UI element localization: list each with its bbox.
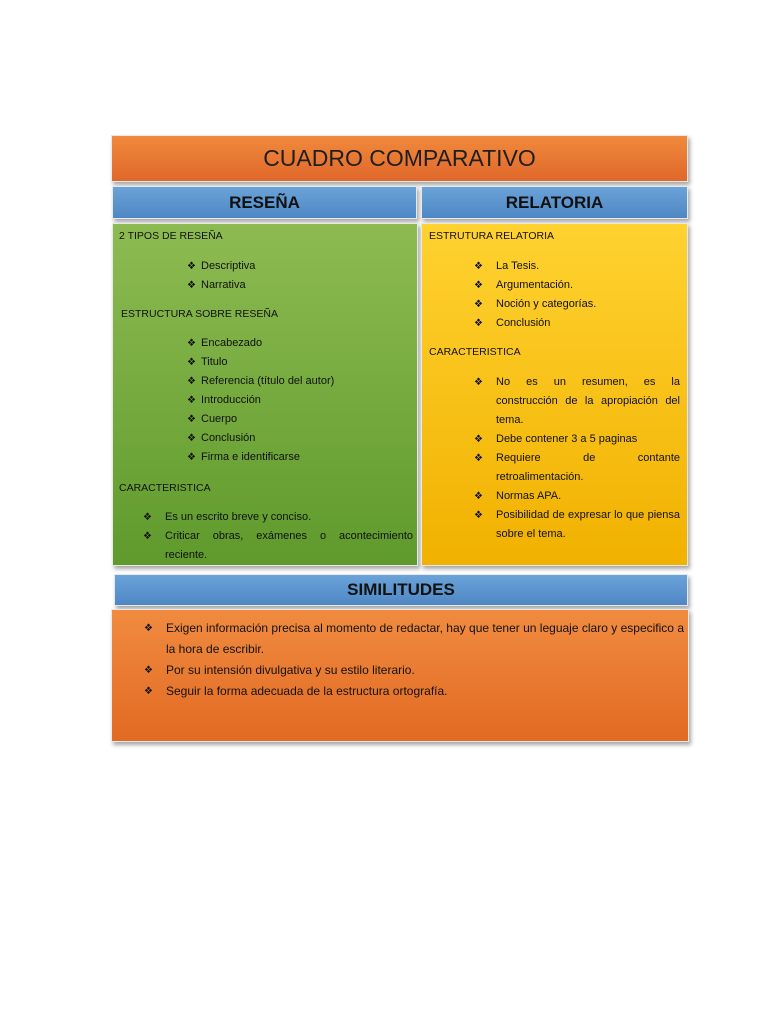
list-item: ❖ Por su intensión divulgativa y su estilo literario. bbox=[144, 660, 684, 681]
list-item: ❖ Requiere de contante retroalimentación. bbox=[474, 449, 680, 487]
diamond-bullet-icon: ❖ bbox=[187, 414, 196, 425]
diamond-bullet-icon: ❖ bbox=[187, 433, 196, 444]
list-item: ❖ Introducción bbox=[187, 391, 261, 410]
diamond-bullet-icon: ❖ bbox=[187, 338, 196, 349]
list-item: ❖ Conclusión bbox=[187, 429, 255, 448]
similitudes-header-label: SIMILITUDES bbox=[347, 580, 455, 599]
list-item: ❖ No es un resumen, es la construcción de la apropiación del tema. bbox=[474, 373, 680, 430]
diamond-bullet-icon: ❖ bbox=[474, 434, 483, 445]
relatoria-section-structure: ESTRUTURA RELATORIA bbox=[429, 230, 555, 242]
diamond-bullet-icon: ❖ bbox=[143, 512, 152, 523]
list-item: ❖ Descriptiva bbox=[187, 257, 255, 276]
list-item: ❖ Narrativa bbox=[187, 276, 246, 295]
similitudes-header bbox=[114, 574, 688, 606]
diamond-bullet-icon: ❖ bbox=[187, 357, 196, 368]
list-item: ❖ Debe contener 3 a 5 paginas bbox=[474, 430, 680, 449]
diamond-bullet-icon: ❖ bbox=[144, 686, 153, 697]
list-item: ❖ Titulo bbox=[187, 353, 228, 372]
diamond-bullet-icon: ❖ bbox=[474, 453, 483, 464]
list-item: ❖ Encabezado bbox=[187, 334, 262, 353]
diamond-bullet-icon: ❖ bbox=[143, 531, 152, 542]
list-item: ❖ Seguir la forma adecuada de la estructura ortografía. bbox=[144, 681, 684, 702]
diamond-bullet-icon: ❖ bbox=[474, 280, 483, 291]
diamond-bullet-icon: ❖ bbox=[187, 280, 196, 291]
diamond-bullet-icon: ❖ bbox=[144, 665, 153, 676]
list-item: ❖ Conclusión bbox=[474, 314, 550, 333]
list-item: ❖ La Tesis. bbox=[474, 257, 539, 276]
list-item: ❖ Es un escrito breve y conciso. bbox=[143, 508, 311, 527]
similitudes-panel bbox=[111, 609, 689, 742]
list-item: ❖ Criticar obras, exámenes o acontecimiento reciente. bbox=[143, 527, 413, 565]
resena-header-label: RESEÑA bbox=[229, 192, 300, 212]
list-item: ❖ Normas APA. bbox=[474, 487, 680, 506]
relatoria-section-features: CARACTERISTICA bbox=[429, 346, 521, 358]
relatoria-panel bbox=[421, 223, 688, 566]
diamond-bullet-icon: ❖ bbox=[474, 299, 483, 310]
diamond-bullet-icon: ❖ bbox=[474, 318, 483, 329]
resena-header bbox=[112, 186, 417, 219]
diamond-bullet-icon: ❖ bbox=[187, 452, 196, 463]
list-item: ❖ Exigen información precisa al momento de redactar, hay que tener un leguaje claro y especifico a la hora de escribir. bbox=[144, 618, 684, 660]
diamond-bullet-icon: ❖ bbox=[474, 377, 483, 388]
diamond-bullet-icon: ❖ bbox=[187, 395, 196, 406]
diamond-bullet-icon: ❖ bbox=[187, 261, 196, 272]
diamond-bullet-icon: ❖ bbox=[474, 510, 483, 521]
diamond-bullet-icon: ❖ bbox=[474, 491, 483, 502]
list-item: ❖ Posibilidad de expresar lo que piensa sobre el tema. bbox=[474, 506, 680, 544]
diamond-bullet-icon: ❖ bbox=[474, 261, 483, 272]
relatoria-header-label: RELATORIA bbox=[505, 192, 604, 212]
diamond-bullet-icon: ❖ bbox=[144, 623, 153, 634]
page-title: CUADRO COMPARATIVO bbox=[263, 145, 536, 171]
resena-panel bbox=[112, 223, 418, 566]
resena-section-structure: ESTRUCTURA SOBRE RESEÑA bbox=[121, 308, 278, 320]
resena-section-features: CARACTERISTICA bbox=[119, 482, 211, 494]
diamond-bullet-icon: ❖ bbox=[187, 376, 196, 387]
title-banner bbox=[111, 135, 688, 182]
relatoria-header bbox=[421, 186, 688, 219]
list-item: ❖ Firma e identificarse bbox=[187, 448, 300, 467]
list-item: ❖ Referencia (título del autor) bbox=[187, 372, 334, 391]
resena-section-types: 2 TIPOS DE RESEÑA bbox=[119, 230, 223, 242]
list-item: ❖ Argumentación. bbox=[474, 276, 573, 295]
list-item: ❖ Noción y categorías. bbox=[474, 295, 596, 314]
list-item: ❖ Cuerpo bbox=[187, 410, 237, 429]
